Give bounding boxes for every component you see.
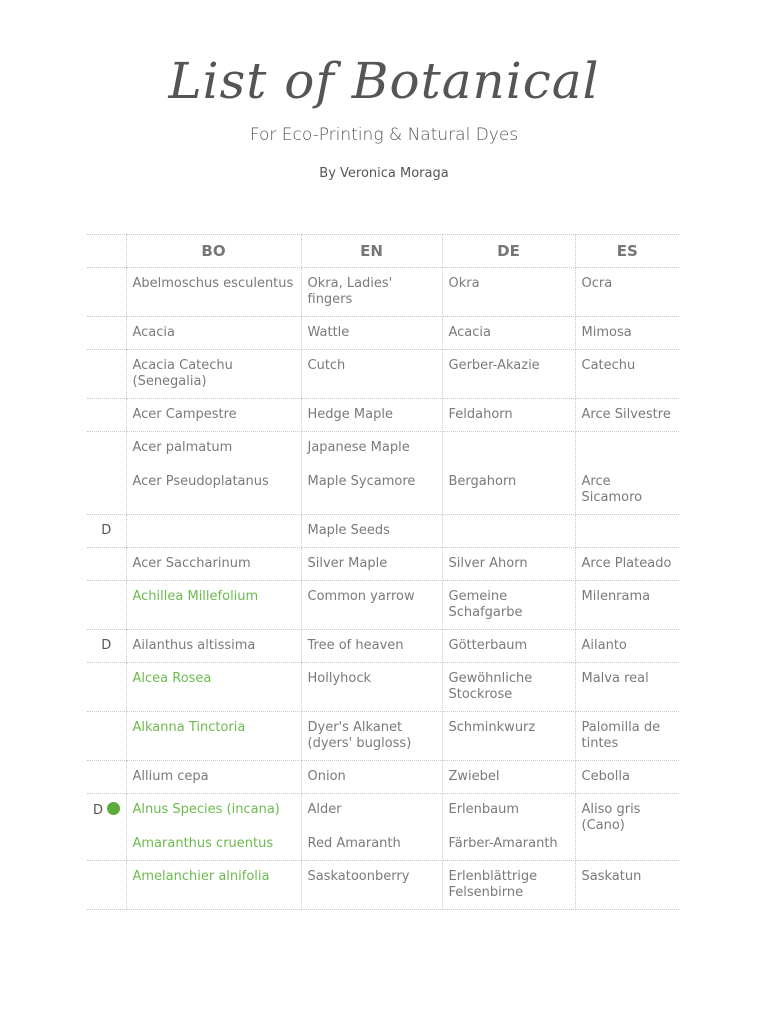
spanish-name: Milenrama	[575, 581, 679, 630]
table-row	[87, 581, 679, 630]
english-name: Dyer's Alkanet (dyers' bugloss)	[301, 712, 442, 761]
row-mark-cell	[87, 794, 126, 861]
author-byline: By Veronica Moraga	[319, 166, 449, 181]
english-name: Cutch	[301, 350, 442, 399]
row-mark: D	[93, 803, 104, 818]
german-name: Feldahorn	[442, 399, 575, 432]
spanish-name	[582, 440, 586, 455]
row-mark: D	[87, 515, 126, 548]
german-name: Erlenblättrige Felsenbirne	[442, 861, 575, 910]
english-name: Okra, Ladies' fingers	[301, 268, 442, 317]
row-mark	[87, 317, 126, 350]
spanish-name	[575, 515, 679, 548]
german-name	[449, 440, 453, 455]
row-mark	[87, 268, 126, 317]
column-header-bo: BO	[126, 235, 301, 268]
botanical-name: Amelanchier alnifolia	[126, 861, 301, 910]
document-title: List of Botanical	[168, 52, 600, 110]
english-name: Saskatoonberry	[301, 861, 442, 910]
german-name: Gewöhnliche Stockrose	[442, 663, 575, 712]
german-name-secondary: Bergahorn	[448, 474, 517, 489]
table-row	[87, 630, 679, 663]
botanical-name: Allium cepa	[126, 761, 301, 794]
german-name: Acacia	[442, 317, 575, 350]
botanical-name: Acer palmatum	[132, 440, 233, 455]
spanish-name: Cebolla	[575, 761, 679, 794]
table-header-row	[87, 235, 679, 268]
row-mark	[87, 663, 126, 712]
english-name: Tree of heaven	[301, 630, 442, 663]
table-row	[87, 268, 679, 317]
column-header-es: ES	[575, 235, 679, 268]
botanical-name	[126, 515, 301, 548]
row-mark	[87, 548, 126, 581]
botanical-name: Abelmoschus esculentus	[126, 268, 301, 317]
botanical-table	[87, 234, 679, 910]
table-row	[87, 663, 679, 712]
row-mark	[87, 432, 126, 515]
botanical-name-secondary: Acer Pseudoplatanus	[132, 474, 269, 489]
table-row	[87, 399, 679, 432]
table-row	[87, 548, 679, 581]
row-mark	[87, 581, 126, 630]
german-name: Okra	[442, 268, 575, 317]
spanish-name: Palomilla de tintes	[575, 712, 679, 761]
column-header-mark	[87, 235, 126, 268]
row-mark: D	[87, 630, 126, 663]
botanical-name: Acer Campestre	[126, 399, 301, 432]
table-row	[87, 432, 679, 515]
row-mark	[87, 712, 126, 761]
german-name: Silver Ahorn	[442, 548, 575, 581]
german-name: Schminkwurz	[442, 712, 575, 761]
german-name: Erlenbaum	[448, 802, 520, 817]
column-header-en: EN	[301, 235, 442, 268]
german-name	[442, 515, 575, 548]
botanical-name: Alnus Species (incana)	[132, 802, 280, 817]
table-row	[87, 761, 679, 794]
german-name-secondary: Färber-Amaranth	[448, 836, 558, 851]
column-header-de: DE	[442, 235, 575, 268]
german-name: Zwiebel	[442, 761, 575, 794]
spanish-name: Arce Silvestre	[575, 399, 679, 432]
row-mark	[87, 861, 126, 910]
table-row	[87, 712, 679, 761]
botanical-name: Alcea Rosea	[126, 663, 301, 712]
english-name: Alder	[307, 802, 342, 817]
spanish-name: Arce Plateado	[575, 548, 679, 581]
german-name: Gerber-Akazie	[442, 350, 575, 399]
botanical-name: Ailanthus altissima	[126, 630, 301, 663]
spanish-name: Aliso gris (Cano)	[581, 802, 641, 833]
green-dot-icon	[107, 802, 120, 815]
english-name: Onion	[301, 761, 442, 794]
spanish-name: Saskatun	[575, 861, 679, 910]
table-row	[87, 350, 679, 399]
spanish-name: Malva real	[575, 663, 679, 712]
english-name: Common yarrow	[301, 581, 442, 630]
document-subtitle: For Eco-Printing & Natural Dyes	[249, 125, 519, 145]
botanical-name: Acer Saccharinum	[126, 548, 301, 581]
english-name: Wattle	[301, 317, 442, 350]
botanical-name: Achillea Millefolium	[126, 581, 301, 630]
row-mark	[87, 761, 126, 794]
english-name: Hedge Maple	[301, 399, 442, 432]
german-name: Götterbaum	[442, 630, 575, 663]
spanish-name: Ailanto	[575, 630, 679, 663]
botanical-name: Acacia Catechu (Senegalia)	[126, 350, 301, 399]
english-name: Japanese Maple	[307, 440, 410, 455]
botanical-name: Alkanna Tinctoria	[126, 712, 301, 761]
german-name: Gemeine Schafgarbe	[442, 581, 575, 630]
english-name-secondary: Maple Sycamore	[307, 474, 416, 489]
botanical-name: Acacia	[126, 317, 301, 350]
row-mark	[87, 350, 126, 399]
table-row	[87, 794, 679, 861]
botanical-name-secondary: Amaranthus cruentus	[132, 836, 274, 851]
table-row	[87, 317, 679, 350]
english-name: Hollyhock	[301, 663, 442, 712]
spanish-name: Mimosa	[575, 317, 679, 350]
english-name-secondary: Red Amaranth	[307, 836, 401, 851]
english-name: Maple Seeds	[301, 515, 442, 548]
spanish-name: Ocra	[575, 268, 679, 317]
spanish-name: Catechu	[575, 350, 679, 399]
spanish-name-secondary: Arce Sicamoro	[581, 474, 643, 505]
english-name: Silver Maple	[301, 548, 442, 581]
table-row	[87, 515, 679, 548]
table-row	[87, 861, 679, 910]
row-mark	[87, 399, 126, 432]
